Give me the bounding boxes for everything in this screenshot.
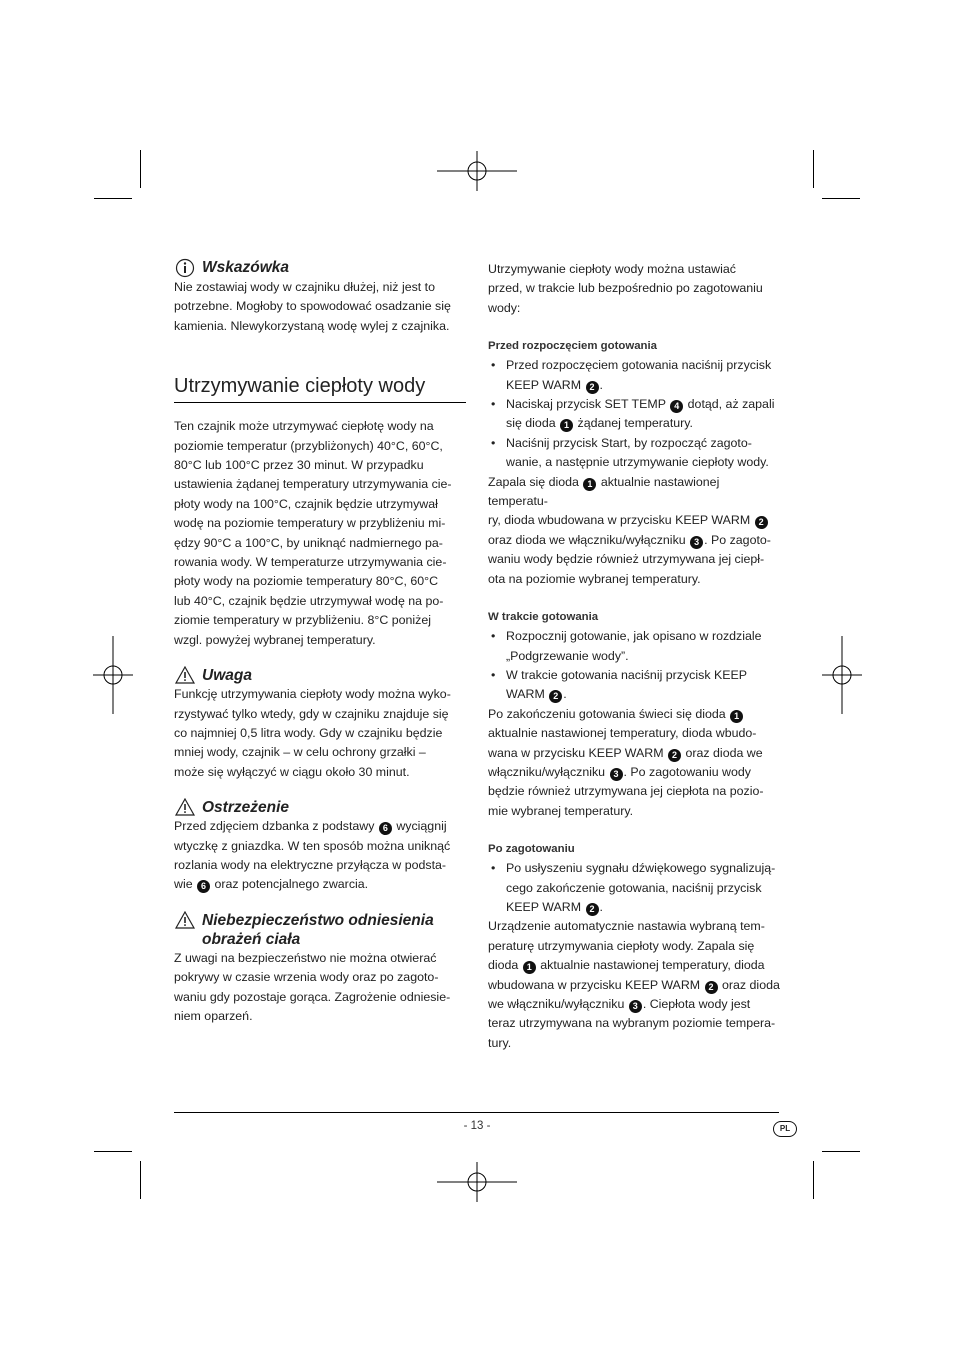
number-badge: 1 (730, 710, 743, 723)
text-span: wanie, a następnie utrzymywanie ciepłoty wody. (506, 455, 769, 470)
text-span: Rozpocznij gotowanie, jak opisano w rozdziale (506, 629, 762, 644)
text-line: ędzy 90°C a 100°C, by uniknąć nadmiernego pa- (174, 535, 443, 550)
danger-title-line: Niebezpieczeństwo odniesienia (202, 911, 434, 929)
text-line: przed, w trakcie lub bezpośrednio po zagotowaniu (488, 281, 763, 296)
number-badge: 2 (705, 981, 718, 994)
left-column (174, 256, 466, 1026)
subheading-after: Po zagotowaniu (488, 843, 575, 856)
text-line: lub 40°C, czajnik będzie utrzymywał wodę na po- (174, 593, 444, 608)
language-badge: PL (773, 1121, 797, 1137)
list-item: • W trakcie gotowania naciśnij przycisk KEEP WARM 2 . (488, 666, 780, 705)
text-line (488, 976, 780, 995)
footer-divider (174, 1112, 779, 1113)
text-span: dotąd, aż zapali (687, 397, 775, 412)
text-line (488, 995, 780, 1014)
text-span: żądanej temperatury. (577, 416, 693, 431)
text-span: Naciśnij przycisk Start, by rozpocząć zagoto- (506, 435, 752, 450)
number-badge: 1 (523, 961, 536, 974)
number-badge: 6 (197, 880, 210, 893)
text-line: wtyczkę z gniazdka. W ten sposób można uniknąć (174, 838, 451, 853)
text-span: WARM (506, 687, 545, 702)
text-line: Funkcję utrzymywania ciepłoty wody można wyko- (174, 687, 451, 702)
text-span: we włączniku/wyłączniku (488, 997, 625, 1011)
text-line: rowania wody. W temperaturze utrzymywania cie- (174, 555, 447, 570)
list-item: • Przed rozpoczęciem gotowania naciśnij przycisk KEEP WARM 2 . (488, 356, 780, 395)
text-span: oraz potencjalnego zwarcia. (214, 877, 369, 892)
text-line (174, 817, 466, 836)
text-span: się dioda (506, 416, 556, 431)
list-item (488, 395, 780, 434)
crop-mark (813, 150, 814, 188)
text-line: ziomie temperatury w przybliżeniu. 8°C poniżej (174, 613, 432, 628)
text-span: wana w przycisku KEEP WARM (488, 745, 664, 760)
bullet-list (488, 859, 780, 917)
text-line: mniej wody, czajnik – w celu ochrony grzałki – (174, 745, 426, 760)
number-badge: 2 (668, 749, 681, 762)
text-line: tury. (488, 1035, 512, 1050)
text-line (488, 531, 780, 550)
text-span: KEEP WARM (506, 377, 582, 392)
text-line: waniu gdy pozostaje gorąca. Zagrożenie odniesie- (174, 989, 451, 1004)
note-title: Wskazówka (202, 259, 290, 276)
text-line: Utrzymywanie ciepłoty wody można ustawiać (488, 262, 736, 276)
text-line: wody: (488, 300, 521, 315)
registration-mark-icon (437, 151, 517, 191)
subheading-before: Przed rozpoczęciem gotowania (488, 340, 657, 353)
intro-paragraph (174, 417, 466, 650)
text-span: . Po zagotowaniu wody (623, 764, 751, 779)
text-line: pokrywy w czasie wrzenia wody oraz po zagoto- (174, 970, 439, 985)
text-span: Przed rozpoczęciem gotowania naciśnij przycisk (506, 358, 772, 373)
text-span: Po zakończeniu gotowania świeci się dioda (488, 706, 726, 721)
text-line: teraz utrzymywana na wybranym poziomie tempera- (488, 1016, 776, 1031)
page-number: - 13 - (463, 1120, 491, 1132)
text-span: wbudowana w przycisku KEEP WARM (488, 977, 701, 992)
text-span: włączniku/wyłączniku (488, 764, 606, 779)
text-span: dioda (488, 958, 519, 973)
number-badge: 3 (629, 1000, 642, 1013)
text-span: „Podgrzewanie wody”. (506, 648, 629, 663)
text-span: Zapala się dioda (488, 474, 579, 489)
crop-mark (822, 1151, 860, 1152)
text-line (174, 875, 466, 894)
registration-mark-icon (437, 1162, 517, 1202)
number-badge: 2 (586, 381, 599, 394)
text-span: KEEP WARM (506, 899, 582, 914)
list-item (488, 434, 780, 473)
info-icon (174, 258, 196, 278)
text-span: aktualnie nastawionej temperatu- (488, 474, 720, 509)
number-badge: 1 (560, 419, 573, 432)
subheading-during: W trakcie gotowania (488, 611, 599, 624)
list-item (488, 627, 780, 666)
crop-mark (813, 1161, 814, 1199)
text-line (488, 956, 780, 975)
text-line (488, 763, 780, 782)
number-badge: 2 (755, 516, 768, 529)
text-span: Naciskaj przycisk SET TEMP (506, 397, 666, 412)
note-heading (174, 258, 466, 278)
text-line: będzie również utrzymywana jej ciepłota na pozio- (488, 784, 764, 799)
text-line (488, 473, 780, 512)
note-line: Nie zostawiaj wody w czajniku dłużej, niż jest to (174, 280, 436, 294)
text-span: . Ciepłota wody jest (642, 997, 751, 1011)
warning-triangle-icon (174, 666, 196, 684)
text-line: mie wybranej temperatury. (488, 803, 634, 818)
caution-title: Uwaga (202, 667, 252, 685)
number-badge: 2 (549, 690, 562, 703)
text-span: oraz dioda we włączniku/wyłączniku (488, 532, 686, 547)
crop-mark (140, 1161, 141, 1199)
note-line: kamienia. Nlewykorzystaną wodę wylej z czajnika. (174, 318, 450, 333)
number-badge: 1 (583, 478, 596, 491)
number-badge: 3 (610, 768, 623, 781)
text-line: co najmniej 0,5 litra wody. Gdy w czajniku będzie (174, 725, 443, 740)
text-line: aktualnie nastawionej temperatury, dioda wbudo- (488, 726, 757, 741)
text-line: wzgl. powyżej wybranej temperatury. (174, 632, 376, 647)
list-item: • Po usłyszeniu sygnału dźwiękowego sygnalizują- cego zakończenie gotowania, naciśnij przycisk KEEP WARM 2 . (488, 859, 780, 917)
danger-heading (174, 911, 466, 949)
text-line: poziomie temperatur (przybliżonych) 40°C, 60°C, (174, 438, 443, 453)
text-span: oraz dioda (722, 977, 780, 992)
registration-mark-icon (822, 636, 862, 714)
text-line: płoty wody na 100°C, czajnik będzie utrzymywał (174, 496, 438, 511)
text-line: Ten czajnik może utrzymywać ciepłotę wody na (174, 419, 434, 434)
number-badge: 6 (379, 822, 392, 835)
text-line: wodę na poziomie temperatury w przybliżeniu mi- (174, 516, 446, 531)
section-heading: Utrzymywanie ciepłoty wody (174, 373, 466, 403)
text-span: W trakcie gotowania naciśnij przycisk KEEP (506, 667, 748, 682)
text-line: 80°C lub 100°C przez 30 minut. W przypadku (174, 458, 424, 473)
text-span: oraz dioda we (685, 745, 763, 760)
number-badge: 2 (586, 903, 599, 916)
text-line (488, 705, 780, 724)
text-line: ota na poziomie wybranej temperatury. (488, 571, 701, 586)
bullet-list (488, 356, 780, 472)
caution-heading (174, 666, 466, 685)
text-span: Przed zdjęciem dzbanka z podstawy (174, 819, 375, 834)
text-span: cego zakończenie gotowania, naciśnij przycisk (506, 880, 762, 895)
right-column (488, 260, 780, 1053)
text-line (488, 744, 780, 763)
text-line: Urządzenie automatycznie nastawia wybraną tem- (488, 919, 765, 934)
text-line: Z uwagi na bezpieczeństwo nie można otwierać (174, 950, 437, 965)
text-line: płoty wody na poziomie temperatury 80°C, 60°C (174, 574, 439, 589)
crop-mark (822, 198, 860, 199)
text-line: peraturę utrzymywania ciepłoty wody. Zapala się (488, 938, 755, 953)
text-span: aktualnie nastawionej temperatury, dioda (540, 958, 765, 973)
text-line: niem oparzeń. (174, 1008, 253, 1023)
crop-mark (140, 150, 141, 188)
warning-triangle-icon (174, 798, 196, 816)
text-line (488, 511, 780, 530)
text-line: rzystywać tylko wtedy, gdy w czajniku znajduje się (174, 706, 449, 721)
text-span: ry, dioda wbudowana w przycisku KEEP WARM (488, 513, 751, 528)
text-span: wie (174, 877, 193, 892)
registration-mark-icon (93, 636, 133, 714)
danger-title-line: obrażeń ciała (202, 930, 301, 948)
bullet-list (488, 627, 780, 705)
text-line: rozlania wody na elektryczne przyłącza w podsta- (174, 857, 447, 872)
number-badge: 4 (670, 400, 683, 413)
crop-mark (94, 198, 132, 199)
crop-mark (94, 1151, 132, 1152)
text-line: waniu wody będzie również utrzymywana jej ciepł- (488, 552, 765, 567)
text-line: może się wyłączyć w ciągu około 30 minut. (174, 764, 410, 779)
warning-heading (174, 798, 466, 817)
text-span: wyciągnij (396, 819, 447, 834)
text-span: Po usłyszeniu sygnału dźwiękowego sygnalizują- (506, 861, 776, 876)
warning-title: Ostrzeżenie (202, 799, 290, 817)
number-badge: 3 (690, 536, 703, 549)
text-span: . Po zagoto- (704, 532, 771, 547)
text-line: ustawienia żądanej temperatury utrzymywania cie- (174, 477, 452, 492)
danger-title (202, 911, 434, 949)
warning-triangle-icon (174, 911, 196, 929)
note-line: potrzebne. Mogłoby to spowodować osadzanie się (174, 299, 451, 314)
